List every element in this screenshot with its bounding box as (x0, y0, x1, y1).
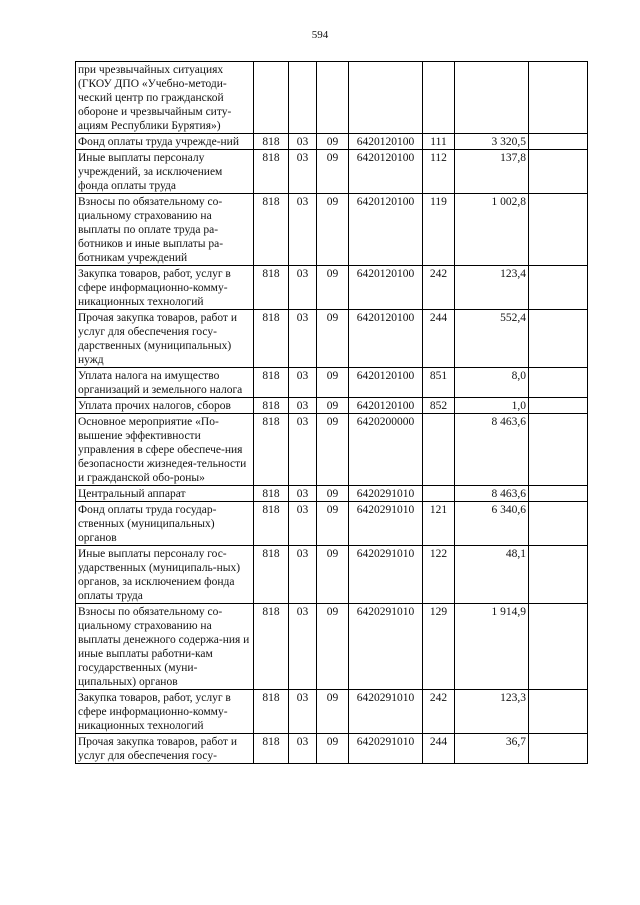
section-code-cell: 03 (289, 194, 317, 266)
department-code-cell: 818 (254, 604, 289, 690)
extra-column-cell (529, 194, 588, 266)
table-row (76, 194, 588, 266)
amount-cell: 1,0 (455, 398, 529, 414)
extra-column-cell (529, 690, 588, 734)
target-article-cell: 6420120100 (349, 266, 423, 310)
expense-name-cell: Уплата налога на имущество организаций и земельного налога (76, 368, 254, 398)
target-article-cell: 6420291010 (349, 604, 423, 690)
target-article-cell: 6420291010 (349, 486, 423, 502)
expense-type-cell: 111 (423, 134, 455, 150)
amount-cell: 48,1 (455, 546, 529, 604)
department-code-cell: 818 (254, 194, 289, 266)
expense-name-cell: Основное мероприятие «По-вышение эффективности управления в сфере обеспече-ния безопасности жизнедея-тельности и гражданской обо-роны» (76, 414, 254, 486)
subsection-code-cell: 09 (317, 134, 349, 150)
extra-column-cell (529, 734, 588, 764)
subsection-code-cell: 09 (317, 486, 349, 502)
table-row (76, 62, 588, 134)
expense-name-cell: Иные выплаты персоналу учреждений, за исключением фонда оплаты труда (76, 150, 254, 194)
subsection-code-cell: 09 (317, 690, 349, 734)
subsection-code-cell: 09 (317, 414, 349, 486)
amount-cell: 8 463,6 (455, 486, 529, 502)
expense-type-cell (423, 414, 455, 486)
amount-cell: 8 463,6 (455, 414, 529, 486)
expense-name-cell: Взносы по обязательному со-циальному страхованию на выплаты по оплате труда ра-ботников и иные выплаты ра-ботникам учреждений (76, 194, 254, 266)
target-article-cell: 6420291010 (349, 546, 423, 604)
table-row (76, 150, 588, 194)
department-code-cell: 818 (254, 310, 289, 368)
table-row (76, 734, 588, 764)
table-row (76, 266, 588, 310)
target-article-cell: 6420291010 (349, 734, 423, 764)
target-article-cell: 6420120100 (349, 398, 423, 414)
extra-column-cell (529, 62, 588, 134)
subsection-code-cell: 09 (317, 398, 349, 414)
expense-name-cell: при чрезвычайных ситуациях (ГКОУ ДПО «Учебно-методи-ческий центр по гражданской обороне и чрезвычайным ситу-ациям Республики Бурятия») (76, 62, 254, 134)
expense-type-cell: 242 (423, 690, 455, 734)
extra-column-cell (529, 414, 588, 486)
section-code-cell: 03 (289, 398, 317, 414)
department-code-cell (254, 62, 289, 134)
subsection-code-cell: 09 (317, 194, 349, 266)
extra-column-cell (529, 266, 588, 310)
expense-type-cell: 244 (423, 734, 455, 764)
amount-cell: 123,4 (455, 266, 529, 310)
department-code-cell: 818 (254, 414, 289, 486)
target-article-cell: 6420120100 (349, 194, 423, 266)
table-body (76, 62, 588, 764)
table-row (76, 134, 588, 150)
section-code-cell: 03 (289, 310, 317, 368)
expense-type-cell: 121 (423, 502, 455, 546)
subsection-code-cell: 09 (317, 310, 349, 368)
subsection-code-cell: 09 (317, 502, 349, 546)
extra-column-cell (529, 502, 588, 546)
expense-name-cell: Фонд оплаты труда государ-ственных (муниципальных) органов (76, 502, 254, 546)
section-code-cell: 03 (289, 604, 317, 690)
section-code-cell: 03 (289, 368, 317, 398)
expense-type-cell: 244 (423, 310, 455, 368)
table-row (76, 486, 588, 502)
amount-cell: 3 320,5 (455, 134, 529, 150)
department-code-cell: 818 (254, 266, 289, 310)
expense-name-cell: Прочая закупка товаров, работ и услуг для обеспечения госу-дарственных (муниципальных) нужд (76, 310, 254, 368)
section-code-cell: 03 (289, 414, 317, 486)
extra-column-cell (529, 604, 588, 690)
department-code-cell: 818 (254, 546, 289, 604)
target-article-cell (349, 62, 423, 134)
target-article-cell: 6420291010 (349, 502, 423, 546)
budget-table (75, 61, 588, 764)
expense-name-cell: Фонд оплаты труда учрежде-ний (76, 134, 254, 150)
extra-column-cell (529, 134, 588, 150)
expense-type-cell: 851 (423, 368, 455, 398)
page-number: 594 (311, 29, 329, 41)
section-code-cell: 03 (289, 486, 317, 502)
expense-name-cell: Взносы по обязательному со-циальному страхованию на выплаты денежного содержа-ния и иные выплаты работни-кам государственных (муни-ципальных) органов (76, 604, 254, 690)
expense-type-cell (423, 486, 455, 502)
amount-cell: 1 914,9 (455, 604, 529, 690)
expense-name-cell: Закупка товаров, работ, услуг в сфере информационно-комму-никационных технологий (76, 266, 254, 310)
target-article-cell: 6420291010 (349, 690, 423, 734)
department-code-cell: 818 (254, 502, 289, 546)
expense-type-cell (423, 62, 455, 134)
department-code-cell: 818 (254, 734, 289, 764)
amount-cell: 1 002,8 (455, 194, 529, 266)
section-code-cell: 03 (289, 546, 317, 604)
section-code-cell: 03 (289, 502, 317, 546)
amount-cell: 6 340,6 (455, 502, 529, 546)
expense-type-cell: 122 (423, 546, 455, 604)
target-article-cell: 6420120100 (349, 134, 423, 150)
extra-column-cell (529, 546, 588, 604)
subsection-code-cell: 09 (317, 368, 349, 398)
expense-name-cell: Иные выплаты персоналу гос-ударственных (муниципаль-ных) органов, за исключением фонда оплаты труда (76, 546, 254, 604)
amount-cell (455, 62, 529, 134)
expense-name-cell: Прочая закупка товаров, работ и услуг для обеспечения госу- (76, 734, 254, 764)
target-article-cell: 6420120100 (349, 310, 423, 368)
department-code-cell: 818 (254, 368, 289, 398)
department-code-cell: 818 (254, 690, 289, 734)
expense-type-cell: 112 (423, 150, 455, 194)
section-code-cell: 03 (289, 690, 317, 734)
target-article-cell: 6420120100 (349, 150, 423, 194)
amount-cell: 36,7 (455, 734, 529, 764)
amount-cell: 123,3 (455, 690, 529, 734)
extra-column-cell (529, 310, 588, 368)
section-code-cell: 03 (289, 266, 317, 310)
subsection-code-cell: 09 (317, 734, 349, 764)
table-row (76, 604, 588, 690)
target-article-cell: 6420200000 (349, 414, 423, 486)
amount-cell: 137,8 (455, 150, 529, 194)
department-code-cell: 818 (254, 134, 289, 150)
subsection-code-cell: 09 (317, 604, 349, 690)
amount-cell: 8,0 (455, 368, 529, 398)
subsection-code-cell: 09 (317, 150, 349, 194)
extra-column-cell (529, 368, 588, 398)
department-code-cell: 818 (254, 398, 289, 414)
expense-type-cell: 852 (423, 398, 455, 414)
amount-cell: 552,4 (455, 310, 529, 368)
extra-column-cell (529, 398, 588, 414)
table-row (76, 690, 588, 734)
section-code-cell: 03 (289, 134, 317, 150)
department-code-cell: 818 (254, 486, 289, 502)
expense-name-cell: Закупка товаров, работ, услуг в сфере информационно-комму-никационных технологий (76, 690, 254, 734)
table-row (76, 414, 588, 486)
expense-type-cell: 119 (423, 194, 455, 266)
table-row (76, 368, 588, 398)
extra-column-cell (529, 150, 588, 194)
table-row (76, 502, 588, 546)
expense-name-cell: Центральный аппарат (76, 486, 254, 502)
expense-type-cell: 129 (423, 604, 455, 690)
section-code-cell: 03 (289, 734, 317, 764)
table-row (76, 546, 588, 604)
extra-column-cell (529, 486, 588, 502)
subsection-code-cell: 09 (317, 546, 349, 604)
subsection-code-cell: 09 (317, 266, 349, 310)
section-code-cell: 03 (289, 150, 317, 194)
expense-type-cell: 242 (423, 266, 455, 310)
department-code-cell: 818 (254, 150, 289, 194)
subsection-code-cell (317, 62, 349, 134)
expense-name-cell: Уплата прочих налогов, сборов (76, 398, 254, 414)
target-article-cell: 6420120100 (349, 368, 423, 398)
table-row (76, 398, 588, 414)
section-code-cell (289, 62, 317, 134)
table-row (76, 310, 588, 368)
